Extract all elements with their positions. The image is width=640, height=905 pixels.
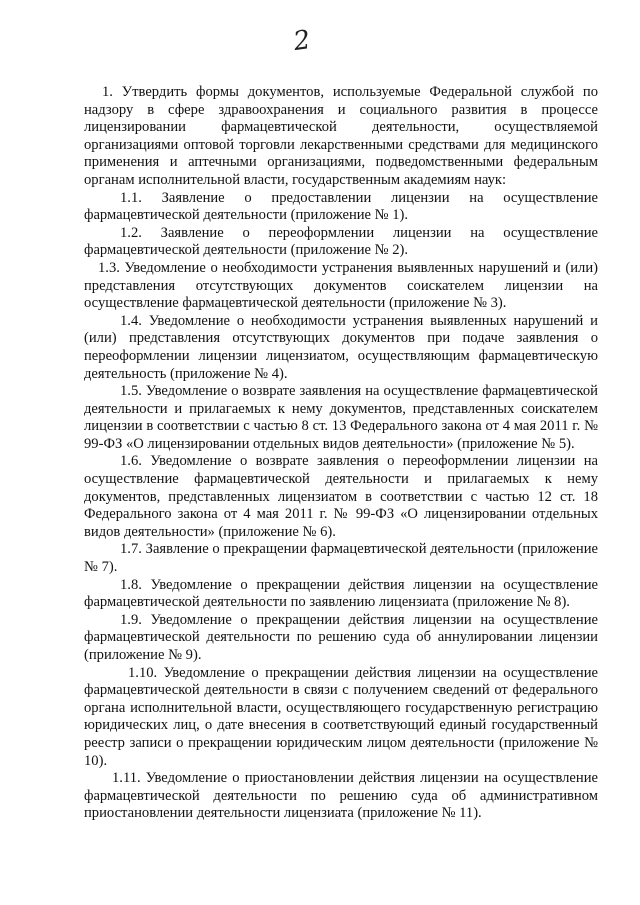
paragraph-1-3: 1.3. Уведомление о необходимости устранения выявленных нарушений и (или) представления отсутствующих документов соискателем лицензии на осуществление фармацевтической деятельности (приложение № 3). (84, 259, 598, 312)
paragraph-1-2: 1.2. Заявление о переоформлении лицензии на осуществление фармацевтической деятельности (приложение № 2). (84, 224, 598, 259)
paragraph-1: 1. Утвердить формы документов, используемые Федеральной службой по надзору в сфере здравоохранения и социального развития в процессе лицензировании фармацевтической деятельности, осуществляемой организациями оптовой торговли лекарственными средствами для медицинского применения и аптечными организациями, подведомственными федеральным органам исполнительной власти, государственным академиям наук: (84, 84, 598, 188)
paragraph-1-6: 1.6. Уведомление о возврате заявления о переоформлении лицензии на осуществление фармацевтической деятельности и прилагаемых к нему документов, представленных лицензиатом в соответствии с частью 12 ст. 18 Федерального закона от 4 мая 2011 г. № 99-ФЗ «О лицензировании отдельных видов деятельности» (приложение № 6). (84, 453, 598, 540)
paragraph-1-7: 1.7. Заявление о прекращении фармацевтической деятельности (приложение № 7). (84, 541, 598, 576)
paragraph-1-8: 1.8. Уведомление о прекращении действия лицензии на осуществление фармацевтической деятельности по заявлению лицензиата (приложение № 8). (84, 576, 598, 611)
document-body (84, 84, 598, 823)
page-number: 2 (291, 24, 313, 58)
paragraph-1-11: 1.11. Уведомление о приостановлении действия лицензии на осуществление фармацевтической деятельности по решению суда об административном приостановлении деятельности лицензиата (приложение № 11). (84, 770, 598, 822)
paragraph-1-5: 1.5. Уведомление о возврате заявления на осуществление фармацевтической деятельности и прилагаемых к нему документов, представленных соискателем лицензии в соответствии с частью 8 ст. 13 Федерального закона от 4 мая 2011 г. № 99-ФЗ «О лицензировании отдельных видов деятельности» (приложение № 5). (84, 383, 598, 452)
paragraph-1-4: 1.4. Уведомление о необходимости устранения выявленных нарушений и (или) представления отсутствующих документов при подаче заявления о переоформлении лицензии лицензиатом, осуществляющим фармацевтическую деятельность (приложение № 4). (84, 312, 598, 382)
paragraph-1-10: 1.10. Уведомление о прекращении действия лицензии на осуществление фармацевтической деятельности в связи с получением сведений от федерального органа исполнительной власти, осуществляющего государственную регистрацию юридических лиц, о дате внесения в соответствующий единый государственный реестр записи о прекращении юридическим лицом деятельности (приложение № 10). (84, 664, 598, 769)
paragraph-1-1: 1.1. Заявление о предоставлении лицензии на осуществление фармацевтической деятельности (приложение № 1). (84, 189, 598, 224)
paragraph-1-9: 1.9. Уведомление о прекращении действия лицензии на осуществление фармацевтической деятельности по решению суда об аннулировании лицензии (приложение № 9). (84, 611, 598, 663)
